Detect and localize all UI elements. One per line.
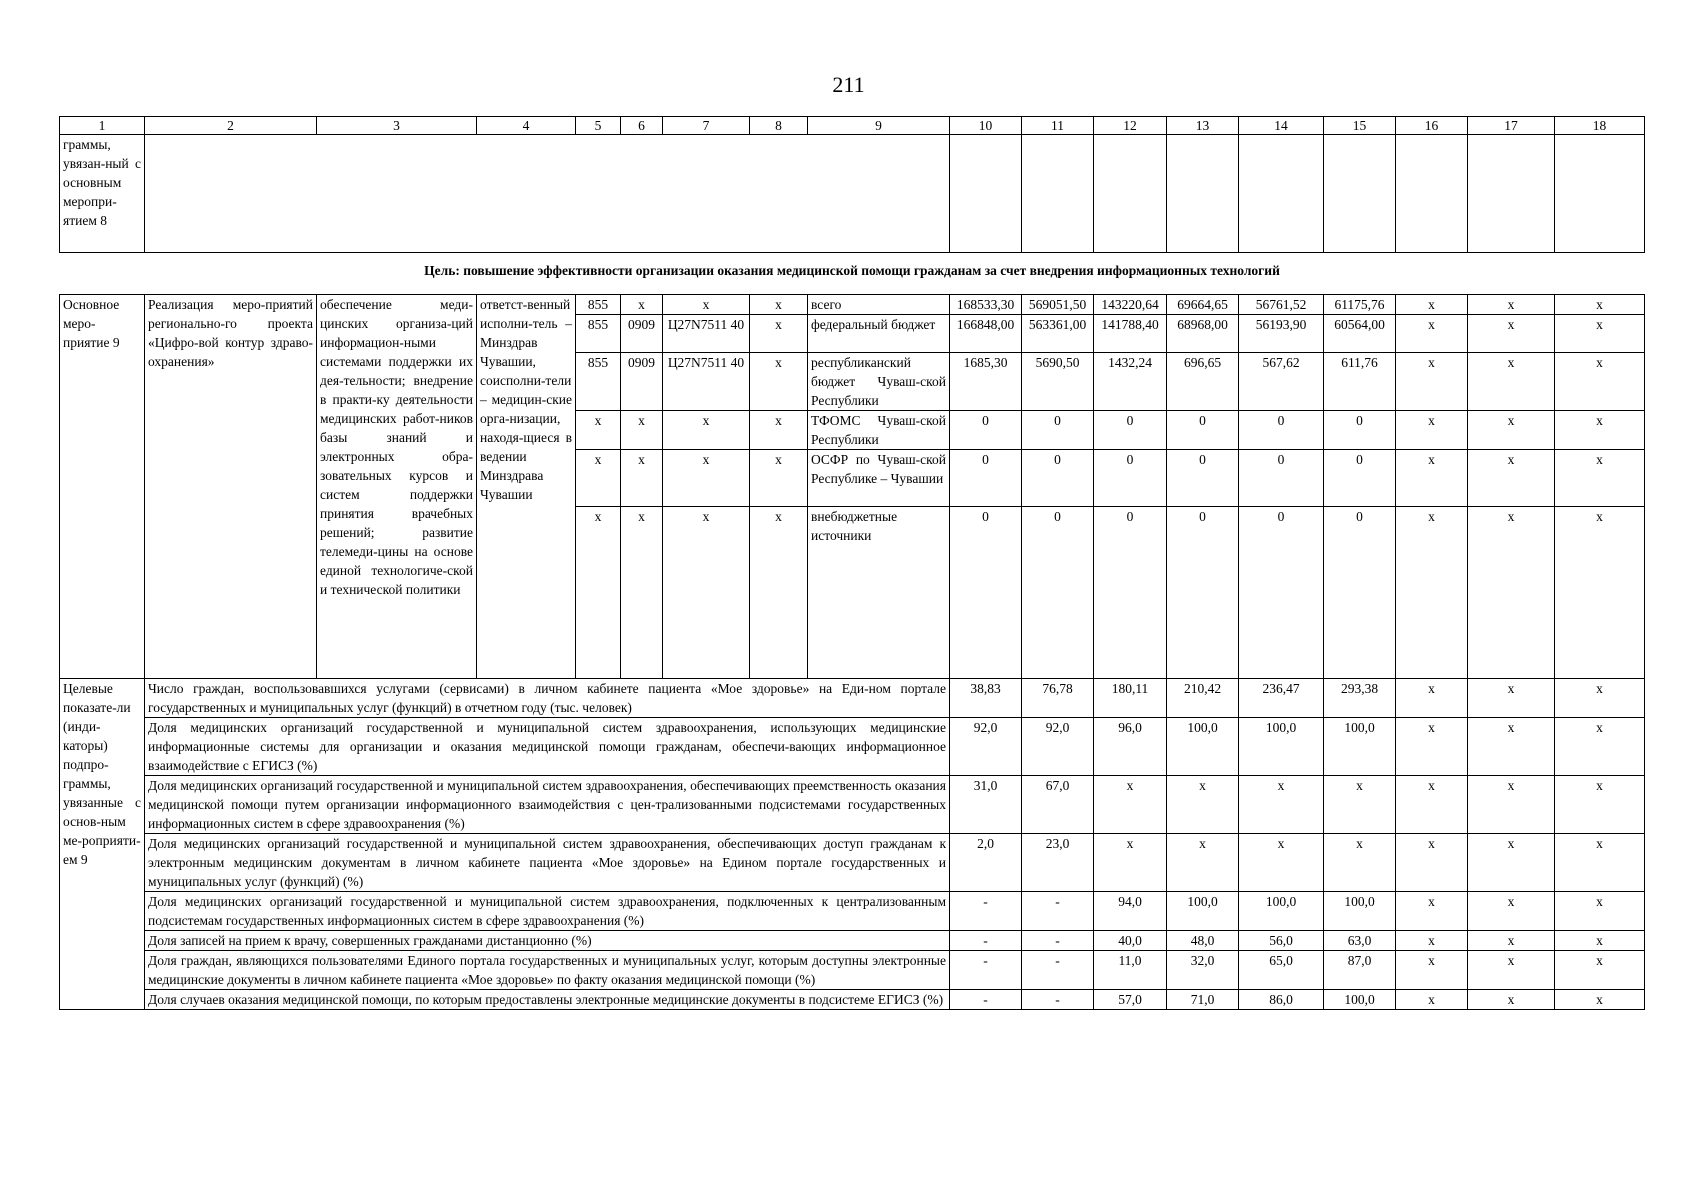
value-cell: х	[1555, 776, 1645, 834]
value-cell: 0	[1022, 411, 1094, 450]
value-cell: 0	[1239, 450, 1324, 507]
column-number: 1	[60, 117, 145, 135]
value-cell: х	[1555, 931, 1645, 951]
value-cell: х	[1555, 353, 1645, 411]
value-cell: 100,0	[1167, 892, 1239, 931]
value-cell: -	[950, 931, 1022, 951]
indicator-row	[60, 776, 1645, 834]
indicator-text: Доля записей на прием к врачу, совершенных гражданами дистанционно (%)	[145, 931, 950, 951]
value-cell: х	[1396, 507, 1468, 679]
empty-cell	[1239, 135, 1324, 253]
column-number: 15	[1324, 117, 1396, 135]
indicator-text: Доля медицинских организаций государственной и муниципальной систем здравоохранения, обеспечивающих преемственность оказания медицинской помощи путем организации информационного взаимодействия с цен-трализованными подсистемами государственных информационных систем в сфере здравоохранения (%)	[145, 776, 950, 834]
value-cell: 68968,00	[1167, 315, 1239, 353]
value-cell: -	[1022, 990, 1094, 1010]
target-article: Ц27N7511 40	[663, 353, 750, 411]
value-cell: х	[1555, 892, 1645, 931]
target-article: х	[663, 411, 750, 450]
value-cell: 0	[950, 507, 1022, 679]
section-code: х	[621, 450, 663, 507]
value-cell: 0	[1022, 450, 1094, 507]
value-cell: 2,0	[950, 834, 1022, 892]
value-cell: х	[1396, 931, 1468, 951]
value-cell: 56193,90	[1239, 315, 1324, 353]
value-cell: х	[1396, 295, 1468, 315]
column-number-row	[60, 117, 1645, 135]
value-cell: 87,0	[1324, 951, 1396, 990]
goal-text: Цель: повышение эффективности организации оказания медицинской помощи гражданам за счет внедрения информационных технологий	[60, 253, 1645, 295]
column-number: 11	[1022, 117, 1094, 135]
grbs-code: х	[576, 450, 621, 507]
expense-group: х	[750, 450, 808, 507]
value-cell: 48,0	[1167, 931, 1239, 951]
indicator-text: Доля медицинских организаций государственной и муниципальной систем здравоохранения, подключенных к централизованным подсистемам государственных информационных систем в сфере здравоохранения (%)	[145, 892, 950, 931]
value-cell: 100,0	[1324, 892, 1396, 931]
value-cell: х	[1396, 679, 1468, 718]
column-number: 9	[808, 117, 950, 135]
indicator-row	[60, 679, 1645, 718]
value-cell: х	[1324, 834, 1396, 892]
value-cell: 100,0	[1324, 990, 1396, 1010]
funding-row	[60, 295, 1645, 315]
value-cell: 143220,64	[1094, 295, 1167, 315]
value-cell: -	[950, 951, 1022, 990]
value-cell: х	[1468, 353, 1555, 411]
value-cell: 57,0	[1094, 990, 1167, 1010]
value-cell: 166848,00	[950, 315, 1022, 353]
value-cell: х	[1468, 718, 1555, 776]
value-cell: х	[1396, 411, 1468, 450]
indicators-label: Целевые показате-ли (инди-каторы) подпро-граммы, увязанные с основ-ным ме-роприяти-ем 9	[60, 679, 145, 1010]
value-cell: х	[1468, 315, 1555, 353]
section-code: х	[621, 411, 663, 450]
section-code: х	[621, 507, 663, 679]
column-number: 17	[1468, 117, 1555, 135]
value-cell: х	[1555, 679, 1645, 718]
column-number: 5	[576, 117, 621, 135]
empty-cell	[950, 135, 1022, 253]
empty-cell	[1468, 135, 1555, 253]
value-cell: х	[1468, 507, 1555, 679]
value-cell: -	[1022, 931, 1094, 951]
program-table	[59, 116, 1645, 1010]
target-article: х	[663, 295, 750, 315]
value-cell: х	[1468, 951, 1555, 990]
value-cell: 96,0	[1094, 718, 1167, 776]
value-cell: х	[1555, 411, 1645, 450]
value-cell: 0	[950, 411, 1022, 450]
value-cell: х	[1555, 718, 1645, 776]
indicator-text: Доля граждан, являющихся пользователями Единого портала государственных и муниципальных услуг, которым доступны электронные медицинские документы в личном кабинете пациента «Мое здоровье» по факту оказания медицинской помощи (%)	[145, 951, 950, 990]
indicator-row	[60, 834, 1645, 892]
value-cell: 1685,30	[950, 353, 1022, 411]
event-actions: обеспечение меди-цинских организа-ций информацион-ными системами поддержки их дея-тельности; внедрение в практи-ку деятельности медицинских работ-ников базы знаний и электронных обра-зовательных курсов и систем поддержки принятия врачебных решений; развитие телемеди-цины на основе единой технологиче-ской и технической политики	[317, 295, 477, 679]
indicator-text: Доля медицинских организаций государственной и муниципальной систем здравоохранения, обеспечивающих доступ гражданам к электронным медицинским документам в личном кабинете пациента «Мое здоровье» на Едином портале государственных и муниципальных услуг (функций) (%)	[145, 834, 950, 892]
value-cell: 0	[1324, 450, 1396, 507]
value-cell: х	[1468, 776, 1555, 834]
value-cell: 0	[950, 450, 1022, 507]
value-cell: х	[1239, 776, 1324, 834]
empty-cell	[1167, 135, 1239, 253]
value-cell: 100,0	[1167, 718, 1239, 776]
column-number: 12	[1094, 117, 1167, 135]
value-cell: 92,0	[1022, 718, 1094, 776]
column-number: 3	[317, 117, 477, 135]
section-code: 0909	[621, 315, 663, 353]
value-cell: х	[1468, 679, 1555, 718]
value-cell: 31,0	[950, 776, 1022, 834]
grbs-code: 855	[576, 315, 621, 353]
value-cell: 569051,50	[1022, 295, 1094, 315]
value-cell: 100,0	[1239, 718, 1324, 776]
value-cell: х	[1396, 892, 1468, 931]
value-cell: 180,11	[1094, 679, 1167, 718]
value-cell: х	[1555, 295, 1645, 315]
value-cell: 38,83	[950, 679, 1022, 718]
value-cell: 92,0	[950, 718, 1022, 776]
indicator-row	[60, 931, 1645, 951]
value-cell: 236,47	[1239, 679, 1324, 718]
empty-cell	[1094, 135, 1167, 253]
target-article: х	[663, 507, 750, 679]
value-cell: 32,0	[1167, 951, 1239, 990]
value-cell: х	[1396, 951, 1468, 990]
value-cell: 0	[1167, 411, 1239, 450]
expense-group: х	[750, 353, 808, 411]
value-cell: 1432,24	[1094, 353, 1167, 411]
column-number: 6	[621, 117, 663, 135]
expense-group: х	[750, 295, 808, 315]
value-cell: 67,0	[1022, 776, 1094, 834]
indicator-text: Доля случаев оказания медицинской помощи, по которым предоставлены электронные медицинские документы в подсистеме ЕГИСЗ (%)	[145, 990, 950, 1010]
value-cell: х	[1468, 990, 1555, 1010]
column-number: 14	[1239, 117, 1324, 135]
value-cell: х	[1094, 776, 1167, 834]
value-cell: 100,0	[1239, 892, 1324, 931]
funding-source: ТФОМС Чуваш-ской Республики	[808, 411, 950, 450]
value-cell: х	[1324, 776, 1396, 834]
section-code: х	[621, 295, 663, 315]
expense-group: х	[750, 411, 808, 450]
column-number: 4	[477, 117, 576, 135]
value-cell: 56761,52	[1239, 295, 1324, 315]
expense-group: х	[750, 507, 808, 679]
section-code: 0909	[621, 353, 663, 411]
event-executors: ответст-венный исполни-тель – Минздрав Чувашии, соисполни-тели – медицин-ские орга-низации, находя-щиеся в ведении Минздрава Чувашии	[477, 295, 576, 679]
column-number: 2	[145, 117, 317, 135]
value-cell: 141788,40	[1094, 315, 1167, 353]
value-cell: 0	[1324, 411, 1396, 450]
value-cell: х	[1396, 990, 1468, 1010]
funding-source: внебюджетные источники	[808, 507, 950, 679]
value-cell: 563361,00	[1022, 315, 1094, 353]
empty-cell	[145, 135, 950, 253]
value-cell: 168533,30	[950, 295, 1022, 315]
indicator-text: Число граждан, воспользовавшихся услугами (сервисами) в личном кабинете пациента «Мое здоровье» на Еди-ном портале государственных и муниципальных услуг (функций) в отчетном году (тыс. человек)	[145, 679, 950, 718]
value-cell: х	[1555, 507, 1645, 679]
value-cell: 0	[1094, 507, 1167, 679]
funding-source: федеральный бюджет	[808, 315, 950, 353]
goal-row	[60, 253, 1645, 295]
value-cell: 0	[1239, 507, 1324, 679]
indicator-row	[60, 951, 1645, 990]
empty-cell	[1324, 135, 1396, 253]
value-cell: 293,38	[1324, 679, 1396, 718]
value-cell: 0	[1094, 411, 1167, 450]
value-cell: 11,0	[1094, 951, 1167, 990]
value-cell: х	[1239, 834, 1324, 892]
value-cell: х	[1167, 834, 1239, 892]
expense-group: х	[750, 315, 808, 353]
grbs-code: 855	[576, 295, 621, 315]
target-article: Ц27N7511 40	[663, 315, 750, 353]
value-cell: -	[1022, 892, 1094, 931]
value-cell: 65,0	[1239, 951, 1324, 990]
continuation-row	[60, 135, 1645, 253]
value-cell: 23,0	[1022, 834, 1094, 892]
value-cell: х	[1468, 295, 1555, 315]
value-cell: 0	[1239, 411, 1324, 450]
value-cell: х	[1094, 834, 1167, 892]
column-number: 7	[663, 117, 750, 135]
value-cell: х	[1555, 450, 1645, 507]
empty-cell	[1022, 135, 1094, 253]
value-cell: х	[1555, 315, 1645, 353]
value-cell: х	[1167, 776, 1239, 834]
value-cell: х	[1555, 951, 1645, 990]
value-cell: х	[1468, 834, 1555, 892]
value-cell: 611,76	[1324, 353, 1396, 411]
value-cell: -	[1022, 951, 1094, 990]
value-cell: 69664,65	[1167, 295, 1239, 315]
funding-source: всего	[808, 295, 950, 315]
value-cell: -	[950, 990, 1022, 1010]
value-cell: 76,78	[1022, 679, 1094, 718]
value-cell: 5690,50	[1022, 353, 1094, 411]
empty-cell	[1555, 135, 1645, 253]
value-cell: х	[1468, 931, 1555, 951]
value-cell: х	[1396, 353, 1468, 411]
funding-source: ОСФР по Чуваш-ской Республике – Чувашии	[808, 450, 950, 507]
continuation-label: граммы, увязан-ный с основным меропри-ятием 8	[60, 135, 145, 253]
value-cell: 71,0	[1167, 990, 1239, 1010]
column-number: 16	[1396, 117, 1468, 135]
value-cell: 210,42	[1167, 679, 1239, 718]
target-article: х	[663, 450, 750, 507]
value-cell: 100,0	[1324, 718, 1396, 776]
value-cell: 60564,00	[1324, 315, 1396, 353]
grbs-code: х	[576, 411, 621, 450]
indicator-row	[60, 718, 1645, 776]
value-cell: 56,0	[1239, 931, 1324, 951]
event-name: Основное меро-приятие 9	[60, 295, 145, 679]
grbs-code: 855	[576, 353, 621, 411]
value-cell: 0	[1094, 450, 1167, 507]
value-cell: х	[1396, 718, 1468, 776]
funding-source: республиканский бюджет Чуваш-ской Республики	[808, 353, 950, 411]
empty-cell	[1396, 135, 1468, 253]
value-cell: 0	[1167, 450, 1239, 507]
value-cell: х	[1396, 315, 1468, 353]
value-cell: 40,0	[1094, 931, 1167, 951]
value-cell: х	[1555, 834, 1645, 892]
grbs-code: х	[576, 507, 621, 679]
value-cell: х	[1468, 411, 1555, 450]
value-cell: -	[950, 892, 1022, 931]
value-cell: 0	[1324, 507, 1396, 679]
indicator-text: Доля медицинских организаций государственной и муниципальной систем здравоохранения, использующих медицинские информационные системы для организации и оказания медицинской помощи гражданам, обеспечи-вающих информационное взаимодействие с ЕГИСЗ (%)	[145, 718, 950, 776]
value-cell: х	[1468, 450, 1555, 507]
event-description: Реализация меро-приятий регионально-го проекта «Цифро-вой контур здраво-охранения»	[145, 295, 317, 679]
indicator-row	[60, 990, 1645, 1010]
value-cell: х	[1468, 892, 1555, 931]
value-cell: 0	[1022, 507, 1094, 679]
column-number: 18	[1555, 117, 1645, 135]
indicator-row	[60, 892, 1645, 931]
value-cell: 61175,76	[1324, 295, 1396, 315]
value-cell: 0	[1167, 507, 1239, 679]
value-cell: х	[1396, 450, 1468, 507]
value-cell: 63,0	[1324, 931, 1396, 951]
column-number: 10	[950, 117, 1022, 135]
value-cell: х	[1396, 834, 1468, 892]
value-cell: 567,62	[1239, 353, 1324, 411]
column-number: 13	[1167, 117, 1239, 135]
value-cell: 696,65	[1167, 353, 1239, 411]
column-number: 8	[750, 117, 808, 135]
value-cell: х	[1396, 776, 1468, 834]
value-cell: х	[1555, 990, 1645, 1010]
value-cell: 94,0	[1094, 892, 1167, 931]
page-number: 211	[832, 72, 865, 97]
value-cell: 86,0	[1239, 990, 1324, 1010]
